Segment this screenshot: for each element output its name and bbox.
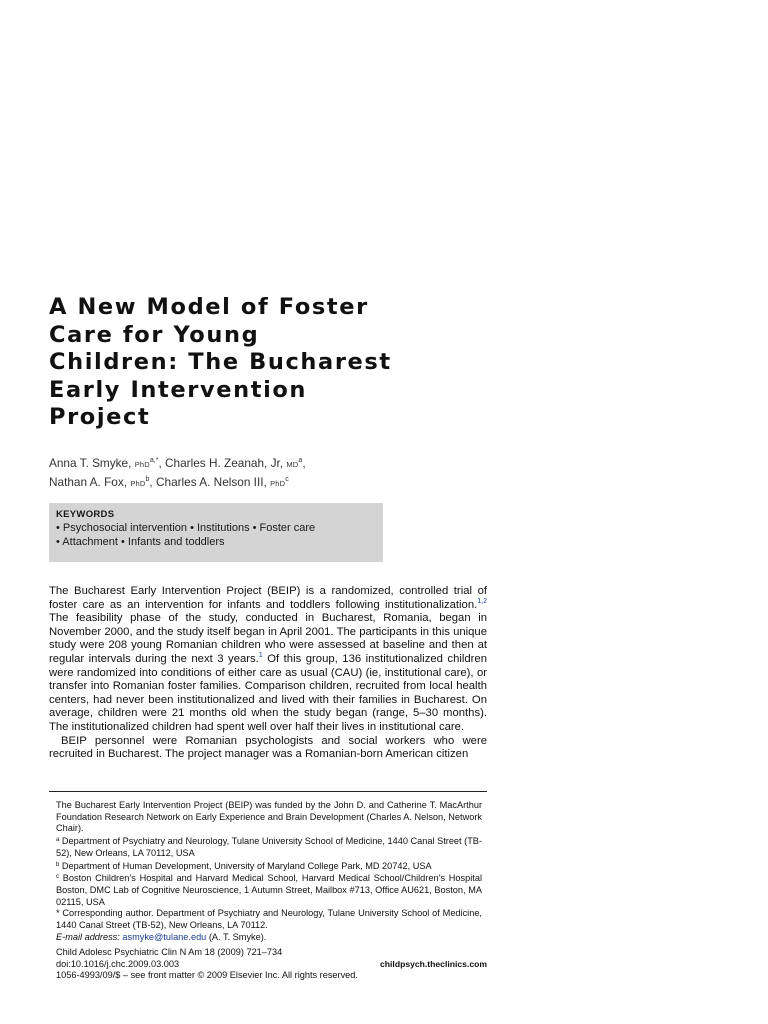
- affiliation-note: [56, 872, 482, 908]
- author-degree: PhD: [130, 478, 146, 488]
- affiliation-note: [56, 835, 482, 859]
- author-name: Charles H. Zeanah, Jr,: [165, 456, 287, 470]
- title-line: Children: The Bucharest: [49, 349, 392, 375]
- author-separator: ,: [158, 456, 166, 470]
- affiliation-mark: c: [56, 874, 59, 881]
- email-note: [56, 932, 482, 944]
- author-degree: PhD: [270, 478, 286, 488]
- footnotes: [56, 800, 482, 943]
- author-separator: ,: [149, 474, 156, 489]
- citation-link[interactable]: 1: [258, 652, 263, 660]
- author-degree: MD: [286, 460, 299, 469]
- title-line: Early Intervention: [49, 376, 308, 403]
- footnote-divider: [49, 791, 487, 792]
- body-paragraph: [49, 585, 487, 735]
- author-affiliation-mark[interactable]: a: [298, 457, 303, 465]
- author-name: Nathan A. Fox,: [49, 474, 131, 489]
- affiliation-note: [56, 860, 482, 873]
- author-affiliation-mark[interactable]: b: [145, 475, 150, 483]
- affiliation-text: Department of Human Development, University of Maryland College Park, MD 20742, USA: [59, 860, 432, 871]
- keywords-line: • Attachment • Infants and toddlers: [56, 535, 225, 548]
- author-line: [49, 455, 409, 474]
- affiliation-text: Department of Psychiatry and Neurology, Tulane University School of Medicine, 1440 Canal Street (TB-52), New Orleans, LA 70112, USA: [56, 836, 482, 858]
- journal-website[interactable]: childpsych.theclinics.com: [380, 958, 487, 969]
- author-degree: PhD: [134, 460, 150, 469]
- author-line: [49, 474, 409, 493]
- body-text-segment: Of this group, 136 institutionalized children were randomized into conditions of either care as usual (CAU) (ie, institutional care), or transfer into Romanian foster families. Comparison children, recruited from local health centers, had never been institutionalized and lived with their families in Bucharest. On average, children were 21 months old when the study began (range, 5–30 months). The institutionalized children had spent well over half their lives in institutional care.: [49, 652, 487, 733]
- affiliation-mark: a: [56, 837, 60, 844]
- funding-note: The Bucharest Early Intervention Project (BEIP) was funded by the John D. and Catherine T. MacArthur Foundation Research Network on Early Experience and Brain Development (Charles A. Nelson, Network Chair).: [56, 800, 482, 834]
- author-affiliation-mark[interactable]: a,*: [149, 457, 159, 465]
- email-suffix: (A. T. Smyke).: [206, 931, 267, 942]
- author-list: [49, 455, 409, 492]
- keywords-box: [49, 503, 383, 562]
- affiliation-mark: b: [56, 861, 60, 868]
- article-title: [49, 294, 392, 432]
- keywords-line: • Psychosocial intervention • Institutions • Foster care: [56, 522, 316, 534]
- author-separator: ,: [302, 456, 306, 470]
- publication-info: [56, 947, 487, 982]
- keywords-heading: KEYWORDS: [56, 509, 115, 520]
- doi[interactable]: doi:10.1016/j.chc.2009.03.003: [56, 958, 180, 969]
- body-text-segment: The feasibility phase of the study, conducted in Bucharest, Romania, began in November 2000, and the study itself began in April 2001. The participants in this unique study were 208 young Romanian children who were assessed at baseline and then at regular intervals during the next 3 years.: [49, 612, 487, 665]
- journal-citation: Child Adolesc Psychiatric Clin N Am 18 (2009) 721–734: [56, 947, 283, 957]
- author-name: Charles A. Nelson III,: [155, 474, 271, 489]
- body-paragraph: BEIP personnel were Romanian psychologists and social workers who were recruited in Bucharest. The project manager was a Romanian-born American citizen: [49, 734, 487, 761]
- author-affiliation-mark[interactable]: c: [285, 475, 289, 483]
- title-line: A New Model of Foster: [49, 294, 369, 320]
- corresponding-author-note: * Corresponding author. Department of Psychiatry and Neurology, Tulane University School of Medicine, 1440 Canal Street (TB-52), New Orleans, LA 70112.: [56, 908, 482, 931]
- body-text-segment: The Bucharest Early Intervention Project (BEIP) is a randomized, controlled trial of foster care as an intervention for infants and toddlers following institutionalization.: [49, 585, 487, 611]
- copyright-line: 1056-4993/09/$ – see front matter © 2009 Elsevier Inc. All rights reserved.: [56, 970, 358, 981]
- article-body: [49, 585, 487, 762]
- affiliation-text: Boston Children’s Hospital and Harvard Medical School, Harvard Medical School/Children’s Hospital Boston, DMC Lab of Cognitive Neuroscience, 1 Autumn Street, Mailbox #713, Office AU621, Boston, MA 02115, USA: [56, 873, 482, 907]
- email-link[interactable]: asmyke@tulane.edu: [122, 931, 207, 942]
- title-line: Care for Young: [49, 321, 260, 348]
- doi-row: [56, 959, 487, 971]
- author-name: Anna T. Smyke,: [49, 456, 135, 470]
- email-label: E-mail address:: [56, 931, 120, 942]
- citation-link[interactable]: 1,2: [477, 597, 487, 605]
- title-line: Project: [49, 404, 151, 430]
